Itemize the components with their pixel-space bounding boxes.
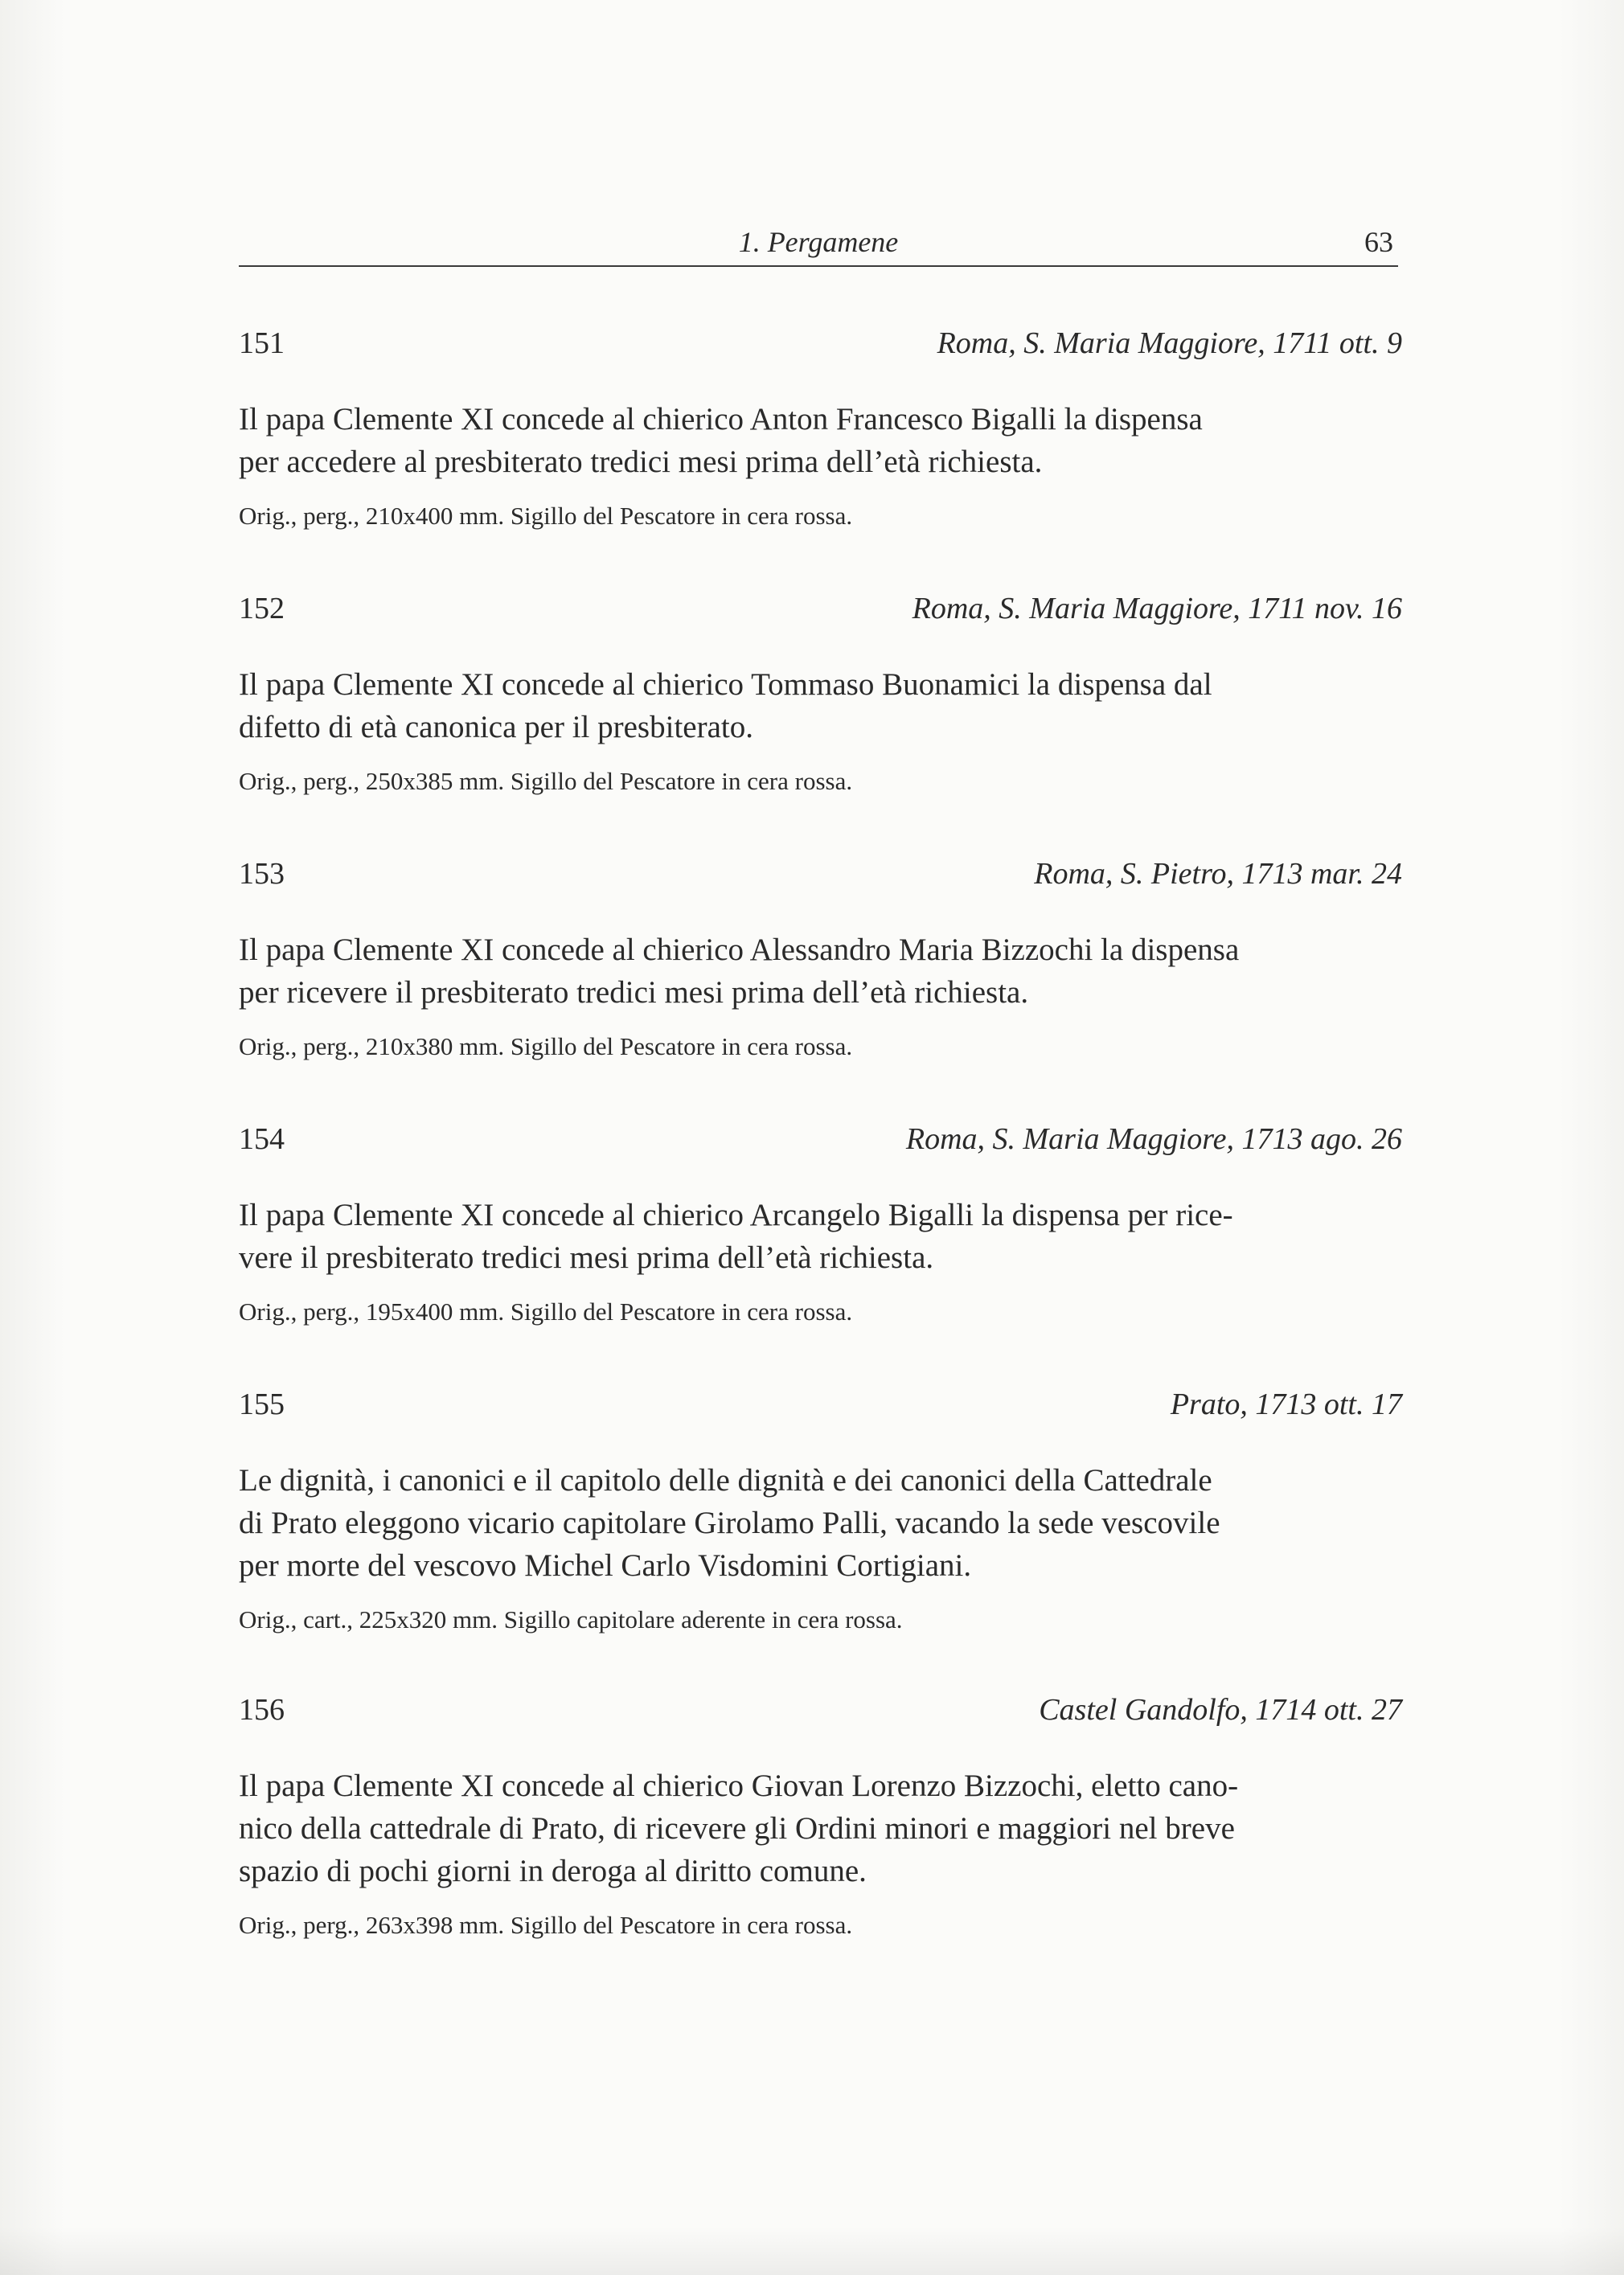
entry-summary: Il papa Clemente XI concede al chierico Arcangelo Bigalli la dispensa per rice- vere il presbiterato tredici mesi prima dell’età richiesta. [239, 1198, 1233, 1275]
entry-number: 154 [239, 1122, 285, 1156]
entry-summary: Il papa Clemente XI concede al chierico Alessandro Maria Bizzochi la dispensa per ricevere il presbiterato tredici mesi prima dell’età richiesta. [239, 933, 1240, 1010]
document-entry-154 [239, 1121, 1402, 1329]
entry-description: Orig., cart., 225x320 mm. Sigillo capitolare aderente in cera rossa. [239, 1605, 903, 1633]
entry-place-date: Roma, S. Maria Maggiore, 1711 nov. 16 [912, 592, 1402, 625]
header-rule [239, 265, 1398, 267]
entry-number: 156 [239, 1693, 285, 1727]
entry-heading [239, 1121, 1402, 1162]
entry-heading [239, 1692, 1402, 1732]
entry-description: Orig., perg., 250x385 mm. Sigillo del Pescatore in cera rossa. [239, 767, 853, 795]
entry-number: 152 [239, 592, 285, 625]
entry-number: 155 [239, 1388, 285, 1421]
entry-summary: Il papa Clemente XI concede al chierico Tommaso Buonamici la dispensa dal difetto di età canonica per il presbiterato. [239, 667, 1212, 744]
running-head: 1. Pergamene [738, 226, 899, 258]
entry-place-date: Roma, S. Maria Maggiore, 1711 ott. 9 [937, 326, 1402, 360]
entry-summary: Il papa Clemente XI concede al chierico Giovan Lorenzo Bizzochi, eletto cano- nico della cattedrale di Prato, di ricevere gli Ordini minori e maggiori nel breve spazio di pochi giorni in deroga al diritto comune. [239, 1769, 1239, 1888]
entry-place-date: Roma, S. Pietro, 1713 mar. 24 [1034, 857, 1402, 891]
document-entry-156 [239, 1692, 1402, 1942]
entry-number: 151 [239, 326, 285, 360]
entry-description: Orig., perg., 210x400 mm. Sigillo del Pescatore in cera rossa. [239, 502, 853, 530]
page-bottom-shadow [0, 2227, 1624, 2275]
document-entry-153 [239, 856, 1402, 1064]
page-header [239, 225, 1398, 265]
entry-heading [239, 1387, 1402, 1427]
entry-number: 153 [239, 857, 285, 891]
entry-summary: Le dignità, i canonici e il capitolo delle dignità e dei canonici della Cattedrale di Prato eleggono vicario capitolare Girolamo Palli, vacando la sede vescovile per morte del vescovo Michel Carlo Visdomini Cortigiani. [239, 1463, 1220, 1583]
document-entry-151 [239, 326, 1402, 533]
entry-heading [239, 326, 1402, 366]
entry-heading [239, 591, 1402, 631]
document-entry-152 [239, 591, 1402, 798]
entry-description: Orig., perg., 263x398 mm. Sigillo del Pescatore in cera rossa. [239, 1911, 853, 1939]
page-number: 63 [1364, 226, 1393, 258]
entry-place-date: Roma, S. Maria Maggiore, 1713 ago. 26 [905, 1122, 1402, 1156]
entry-place-date: Castel Gandolfo, 1714 ott. 27 [1039, 1693, 1402, 1727]
entry-summary: Il papa Clemente XI concede al chierico Anton Francesco Bigalli la dispensa per accedere al presbiterato tredici mesi prima dell’età richiesta. [239, 402, 1203, 479]
entry-place-date: Prato, 1713 ott. 17 [1170, 1388, 1402, 1421]
entry-heading [239, 856, 1402, 896]
entry-description: Orig., perg., 195x400 mm. Sigillo del Pescatore in cera rossa. [239, 1297, 853, 1326]
entry-description: Orig., perg., 210x380 mm. Sigillo del Pescatore in cera rossa. [239, 1032, 853, 1060]
document-entry-155 [239, 1387, 1402, 1637]
